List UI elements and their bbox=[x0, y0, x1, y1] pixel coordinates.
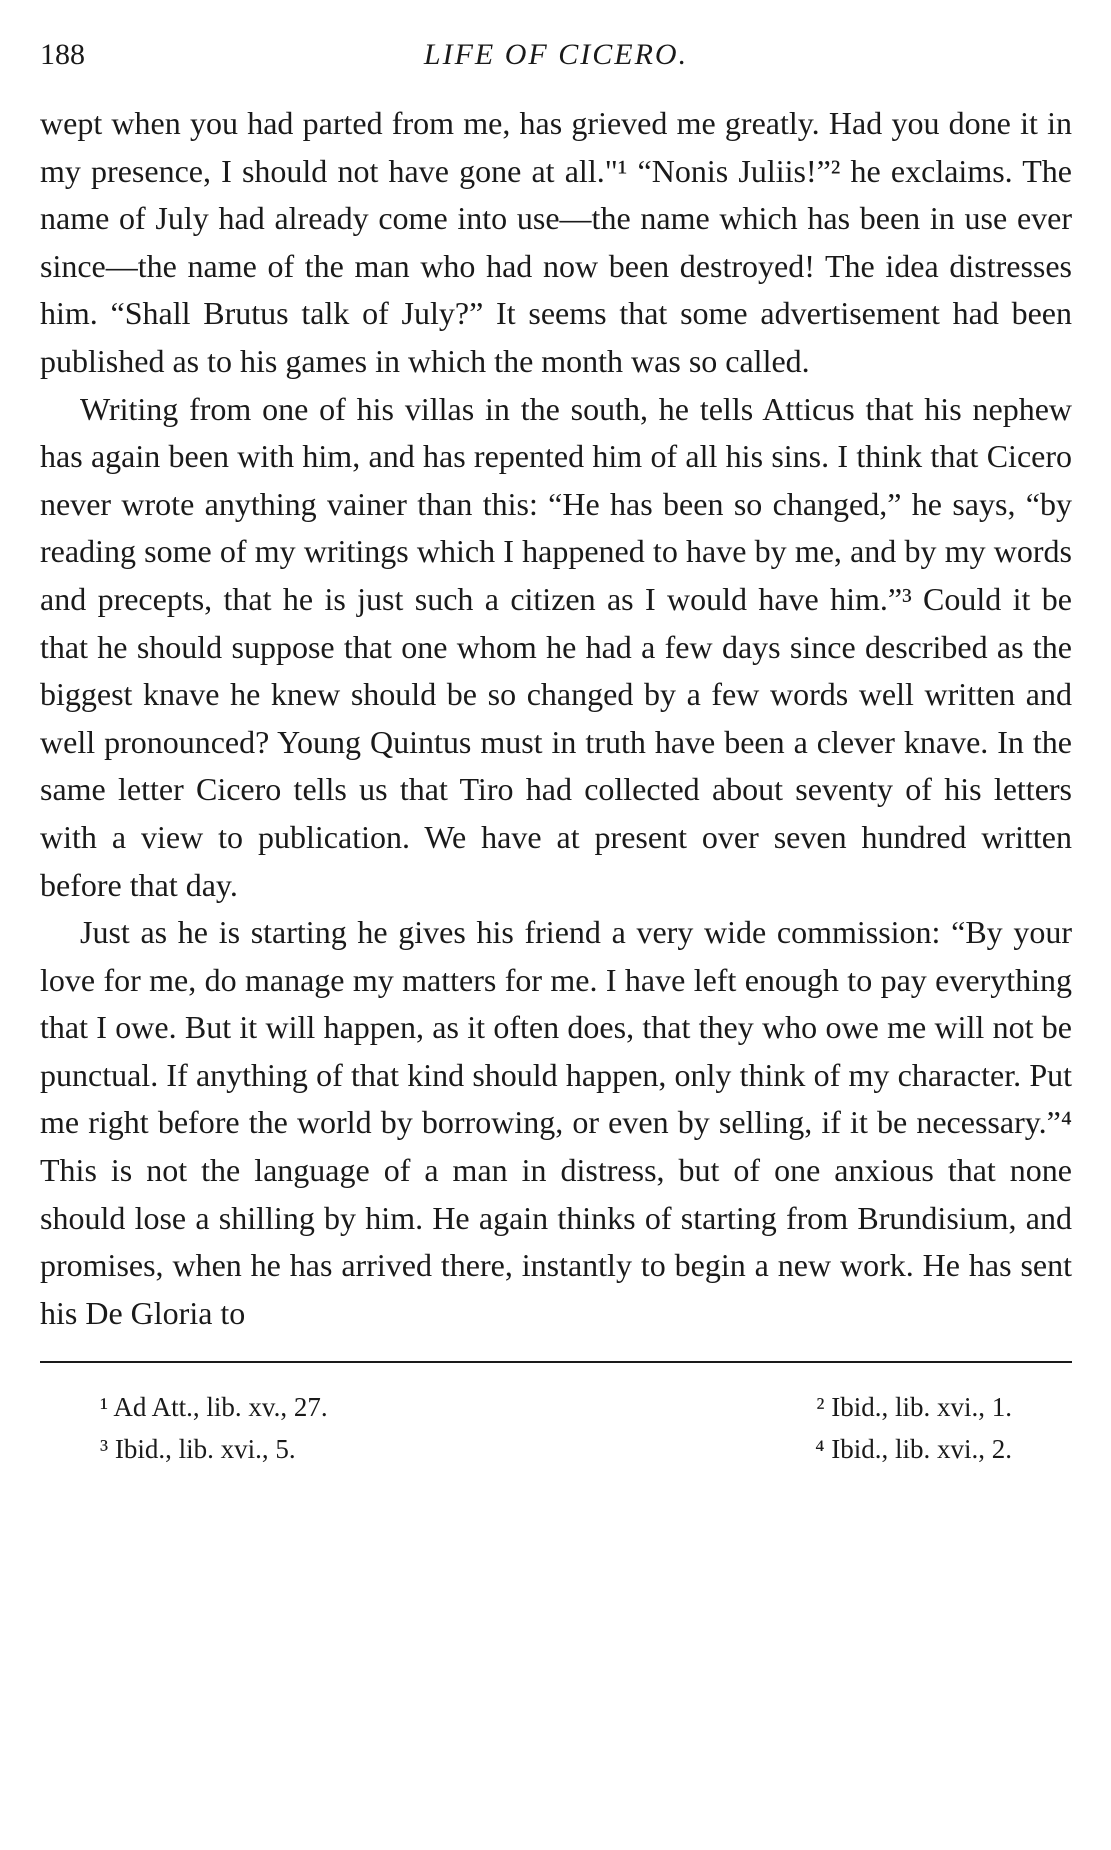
running-title: LIFE OF CICERO. bbox=[423, 38, 689, 71]
page-number: 188 bbox=[40, 38, 85, 71]
footnote-2: ² Ibid., lib. xvi., 1. bbox=[816, 1392, 1012, 1423]
paragraph-3: Just as he is starting he gives his friend a very wide commission: “By your love for me, do manage my matters for me. I have left enough to pay everything that I owe. But it will happen, as it often does, that they who owe me will not be punctual. If anything of that kind should happen, only think of my character. Put me right before the world by borrowing, or even by selling, if it be necessary.”⁴ This is not the language of a man in distress, but of one anxious that none should lose a shilling by him. He again thinks of starting from Brundisium, and promises, when he has arrived there, instantly to begin a new work. He has sent his De Gloria to bbox=[40, 914, 1072, 1331]
footnote-4: ⁴ Ibid., lib. xvi., 2. bbox=[815, 1434, 1012, 1465]
book-page bbox=[40, 30, 1072, 1469]
footnote-3: ³ Ibid., lib. xvi., 5. bbox=[100, 1434, 296, 1465]
footnote-divider bbox=[40, 1361, 1072, 1363]
body-text bbox=[40, 100, 1072, 1337]
paragraph-1: wept when you had parted from me, has grieved me greatly. Had you done it in my presence, I should not have gone at all."¹ “Nonis Juliis!”² he exclaims. The name of July had already come into use—the name which has been in use ever since—the name of the man who had now been destroyed! The idea distresses him. “Shall Brutus talk of July?” It seems that some advertisement had been published as to his games in which the month was so called. bbox=[40, 105, 1072, 379]
footnote-1: ¹ Ad Att., lib. xv., 27. bbox=[100, 1392, 328, 1423]
page-header bbox=[40, 30, 1072, 80]
paragraph-2: Writing from one of his villas in the south, he tells Atticus that his nephew has again been with him, and has repented him of all his sins. I think that Cicero never wrote anything vainer than this: “He has been so changed,” he says, “by reading some of my writings which I happened to have by me, and by my words and precepts, that he is just such a citizen as I would have him.”³ Could it be that he should suppose that one whom he had a few days since described as the biggest knave he knew should be so changed by a few words well written and well pronounced? Young Quintus must in truth have been a clever knave. In the same letter Cicero tells us that Tiro had collected about seventy of his letters with a view to publication. We have at present over seven hundred written before that day. bbox=[40, 390, 1072, 903]
footnotes bbox=[40, 1387, 1072, 1469]
